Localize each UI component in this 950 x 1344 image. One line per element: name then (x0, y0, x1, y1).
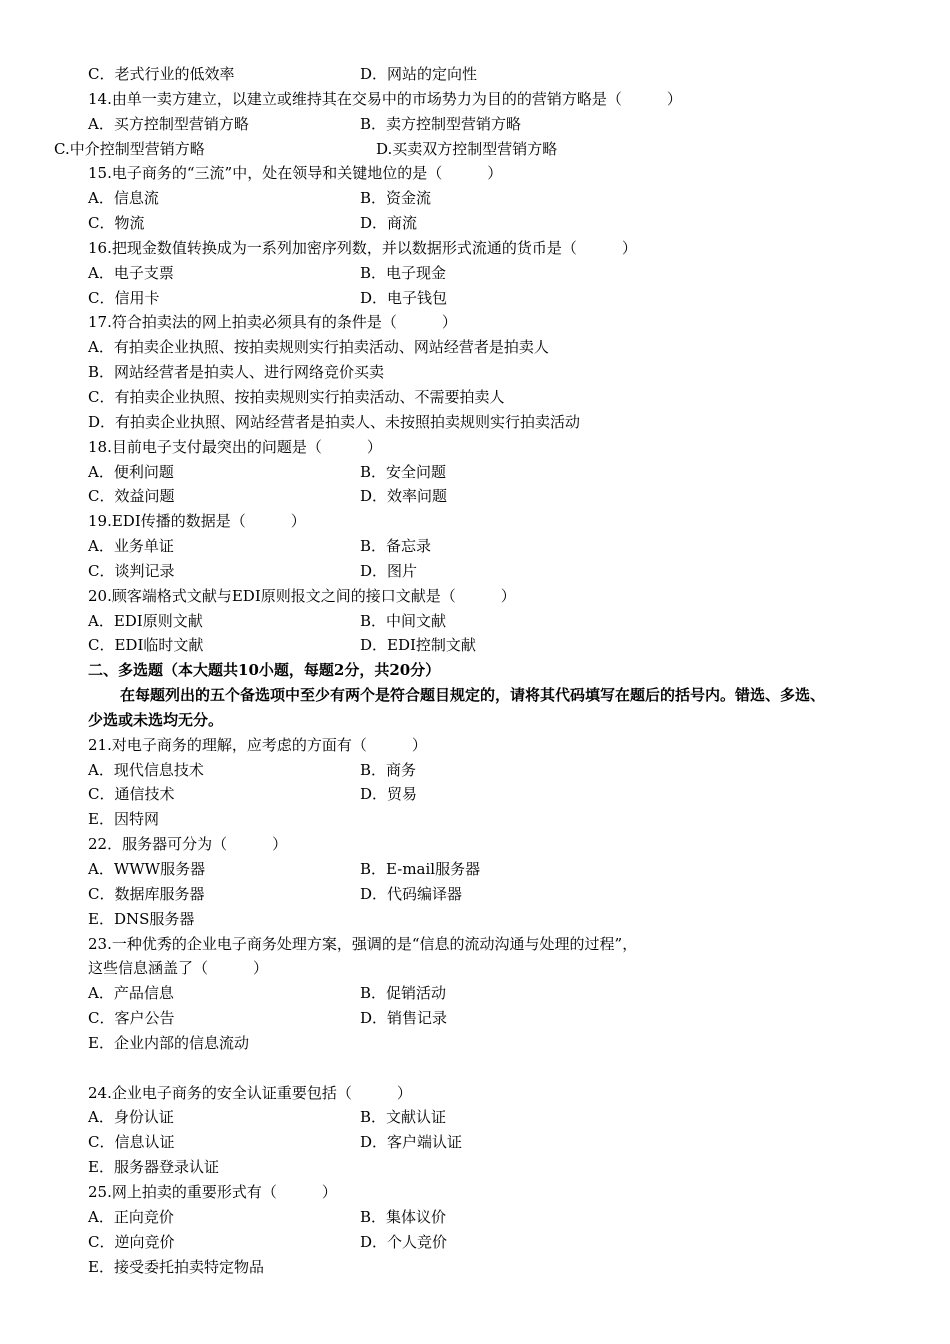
option-row (0, 559, 950, 584)
option-text: B．集体议价 (360, 1207, 447, 1226)
option-row (0, 857, 950, 882)
option-row (0, 981, 950, 1006)
option-text: A．电子支票 (88, 263, 174, 282)
option-text: C．客户公告 (88, 1009, 175, 1028)
option-text: A．正向竞价 (88, 1207, 174, 1226)
option-row (0, 1006, 950, 1031)
question-text: 24.企业电子商务的安全认证重要包括（ ） (88, 1083, 412, 1102)
question-text: 21.对电子商务的理解，应考虑的方面有（ ） (88, 735, 427, 754)
option-text: E．企业内部的信息流动 (88, 1033, 249, 1052)
option-text: A．现代信息技术 (88, 760, 204, 779)
option-text: C．通信技术 (88, 785, 175, 804)
option-row (0, 1205, 950, 1230)
option-text: A．有拍卖企业执照、按拍卖规则实行拍卖活动、网站经营者是拍卖人 (88, 338, 549, 357)
option-text: A．EDI原则文献 (88, 611, 203, 630)
question-text: 25.网上拍卖的重要形式有（ ） (88, 1182, 337, 1201)
option-text: C．物流 (88, 214, 145, 233)
question-text: 14.由单一卖方建立，以建立或维持其在交易中的市场势力为目的的营销方略是（ ） (88, 89, 682, 108)
option-text: B．中间文献 (360, 611, 447, 630)
option-text: C．有拍卖企业执照、按拍卖规则实行拍卖活动、不需要拍卖人 (88, 387, 505, 406)
option-row (0, 633, 950, 658)
option-row (0, 758, 950, 783)
option-text: D．EDI控制文献 (360, 636, 476, 655)
option-text: B．促销活动 (360, 984, 447, 1003)
option-text: E．DNS服务器 (88, 909, 195, 928)
blank-line (0, 1056, 950, 1081)
option-text: E．因特网 (88, 810, 159, 829)
question-text: 19.EDI传播的数据是（ ） (88, 512, 306, 531)
option-text: C．数据库服务器 (88, 884, 205, 903)
option-text: D．代码编译器 (360, 884, 463, 903)
option-row (0, 62, 950, 87)
option-text: A．身份认证 (88, 1108, 174, 1127)
option-text: D.买卖双方控制型营销方略 (376, 139, 558, 158)
option-row (0, 186, 950, 211)
option-row (0, 1130, 950, 1155)
option-text: B．商务 (360, 760, 417, 779)
question-text: 15.电子商务的“三流”中，处在领导和关键地位的是（ ） (88, 164, 503, 183)
option-text: B．网站经营者是拍卖人、进行网络竞价买卖 (88, 363, 385, 382)
option-text: D．销售记录 (360, 1009, 448, 1028)
option-text: C．信息认证 (88, 1133, 175, 1152)
option-text: A．产品信息 (88, 984, 174, 1003)
option-row (0, 261, 950, 286)
option-text: E．接受委托拍卖特定物品 (88, 1257, 264, 1276)
option-text: A．买方控制型营销方略 (88, 114, 249, 133)
option-text: D．个人竞价 (360, 1232, 448, 1251)
option-text: B．资金流 (360, 189, 432, 208)
option-text: A．WWW服务器 (88, 860, 206, 878)
option-text: D．有拍卖企业执照、网站经营者是拍卖人、未按照拍卖规则实行拍卖活动 (88, 412, 581, 431)
question-text: 17.符合拍卖法的网上拍卖必须具有的条件是（ ） (88, 313, 457, 332)
question-text: 22．服务器可分为（ ） (88, 835, 288, 854)
option-row (0, 460, 950, 485)
option-text: B．安全问题 (360, 462, 447, 481)
option-text: D．客户端认证 (360, 1133, 463, 1152)
option-row (0, 882, 950, 907)
instruction-text: 少选或未选均无分。 (88, 710, 224, 729)
option-text: B．电子现金 (360, 263, 447, 282)
option-text: D．商流 (360, 214, 418, 233)
option-text: B．备忘录 (360, 537, 432, 556)
option-text: B．E-mail服务器 (360, 860, 481, 878)
option-text: D．网站的定向性 (360, 65, 478, 83)
option-row (0, 1105, 950, 1130)
exam-document (0, 62, 950, 1279)
option-text: E．服务器登录认证 (88, 1158, 219, 1177)
option-row (0, 609, 950, 634)
option-text: C.中介控制型营销方略 (54, 139, 205, 158)
option-text: C．信用卡 (88, 288, 160, 307)
option-row (0, 782, 950, 807)
option-text: A．业务单证 (88, 537, 174, 556)
option-text: D．图片 (360, 561, 418, 580)
option-row (0, 137, 950, 162)
option-text: C．逆向竞价 (88, 1232, 175, 1251)
option-text: C．EDI临时文献 (88, 636, 204, 655)
option-text: C．效益问题 (88, 487, 175, 506)
question-text: 20.顾客端格式文献与EDI原则报文之间的接口文献是（ ） (88, 586, 516, 605)
option-text: B．文献认证 (360, 1108, 447, 1127)
option-text: D．贸易 (360, 785, 418, 804)
option-row (0, 286, 950, 311)
option-text: A．信息流 (88, 189, 159, 208)
option-row (0, 534, 950, 559)
section-heading: 二、多选题（本大题共10小题，每题2分，共20分） (88, 661, 441, 680)
question-text: 这些信息涵盖了（ ） (88, 959, 269, 978)
question-text: 16.把现金数值转换成为一系列加密序列数，并以数据形式流通的货币是（ ） (88, 238, 637, 257)
option-row (0, 211, 950, 236)
option-text: B．卖方控制型营销方略 (360, 114, 522, 133)
option-text: D．电子钱包 (360, 288, 448, 307)
option-row (0, 112, 950, 137)
question-text: 18.目前电子支付最突出的问题是（ ） (88, 437, 382, 456)
option-row (0, 484, 950, 509)
instruction-text: 在每题列出的五个备选项中至少有两个是符合题目规定的，请将其代码填写在题后的括号内。错选、多选、 (120, 686, 826, 705)
question-text: 23.一种优秀的企业电子商务处理方案，强调的是“信息的流动沟通与处理的过程”， (88, 934, 638, 953)
option-text: C．老式行业的低效率 (88, 65, 235, 83)
option-text: D．效率问题 (360, 487, 448, 506)
option-text: C．谈判记录 (88, 561, 175, 580)
option-row (0, 1230, 950, 1255)
option-text: A．便利问题 (88, 462, 174, 481)
